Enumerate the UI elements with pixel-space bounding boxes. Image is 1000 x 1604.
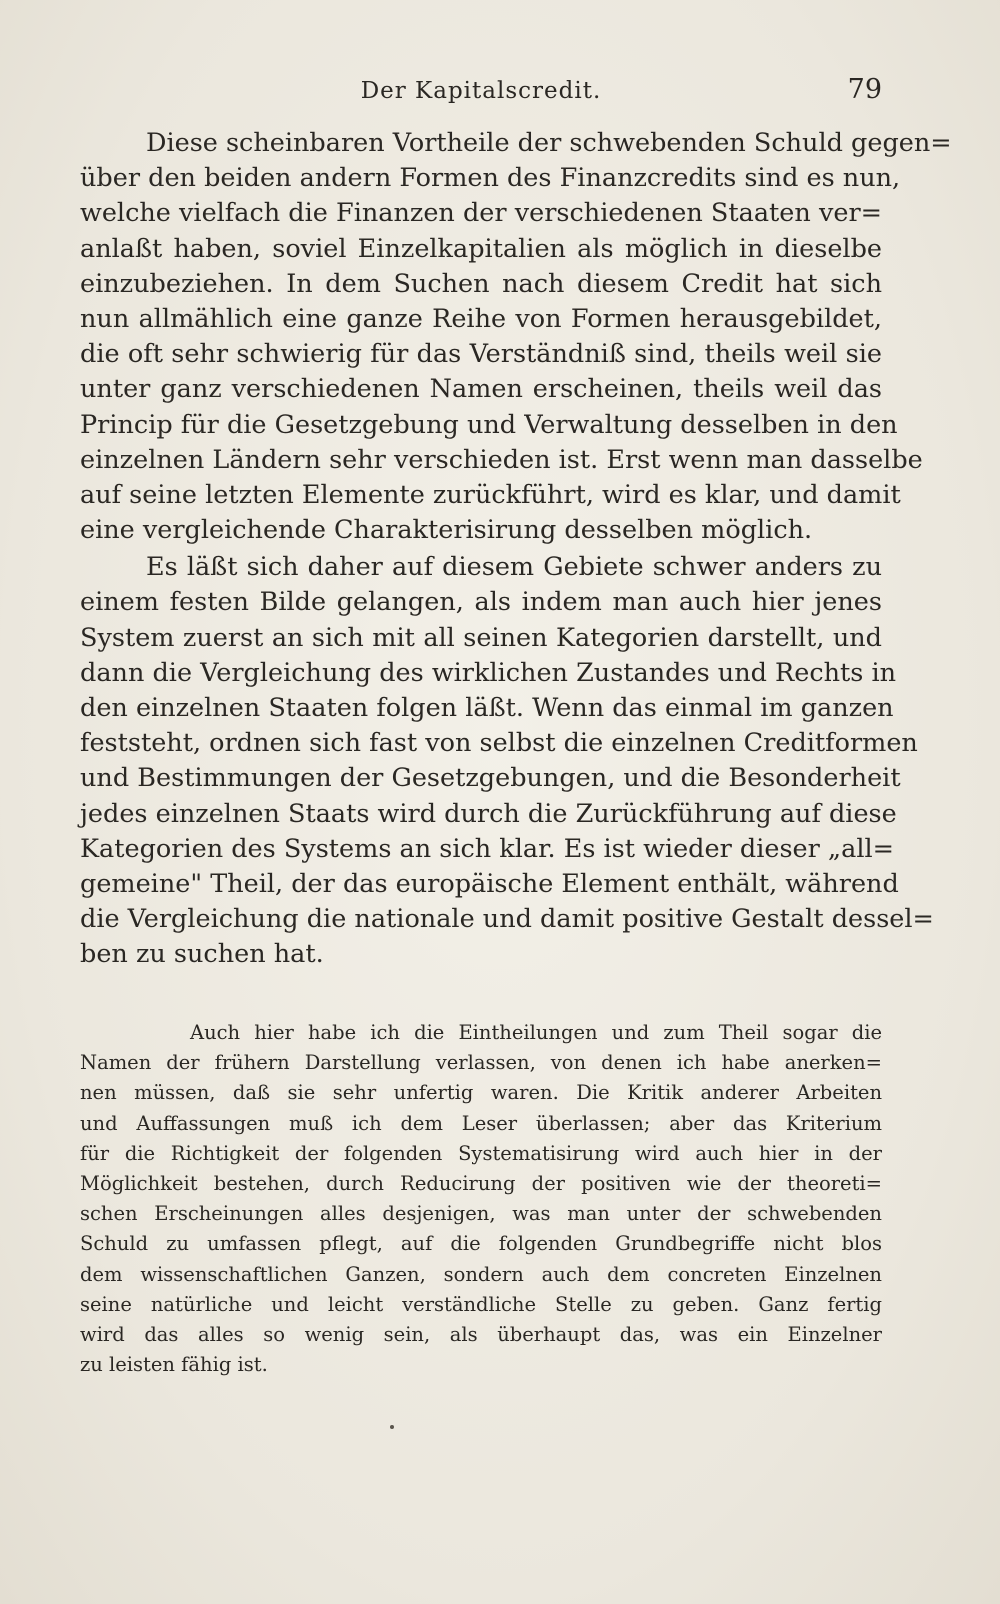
- text-line: anlaßt haben, soviel Einzelkapitalien als möglich in dieselbe: [80, 233, 882, 264]
- text-line: die oft sehr schwierig für das Verständniß sind, theils weil sie: [80, 339, 882, 370]
- text-line: jedes einzelnen Staats wird durch die Zurückführung auf diese: [80, 798, 897, 829]
- ink-speck: [390, 1425, 394, 1429]
- main-text: [80, 126, 952, 973]
- text-line: Es läßt sich daher auf diesem Gebiete schwer anders zu: [146, 552, 882, 583]
- footnote-line: und Auffassungen muß ich dem Leser überlassen; aber das Kriterium: [80, 1111, 882, 1135]
- text-line: die Vergleichung die nationale und damit positive Gestalt dessel=: [80, 904, 934, 935]
- footnote-line: schen Erscheinungen alles desjenigen, was man unter der schwebenden: [80, 1202, 882, 1226]
- text-line: feststeht, ordnen sich fast von selbst die einzelnen Creditformen: [80, 728, 918, 759]
- footnote-line: nen müssen, daß sie sehr unfertig waren. Die Kritik anderer Arbeiten: [80, 1081, 882, 1105]
- footnote: [80, 1018, 882, 1380]
- page-header: [80, 74, 882, 114]
- text-line: und Bestimmungen der Gesetzgebungen, und die Besonderheit: [80, 763, 901, 794]
- text-line: System zuerst an sich mit all seinen Kategorien darstellt, und: [80, 622, 882, 653]
- footnote-line: Möglichkeit bestehen, durch Reducirung der positiven wie der theoreti=: [80, 1171, 882, 1195]
- footnote-line: dem wissenschaftlichen Ganzen, sondern auch dem concreten Einzelnen: [80, 1262, 882, 1286]
- text-line: einem festen Bilde gelangen, als indem man auch hier jenes: [80, 587, 882, 618]
- paragraph-2: [80, 550, 934, 972]
- text-line: unter ganz verschiedenen Namen erscheinen, theils weil das: [80, 374, 882, 405]
- text-line: ben zu suchen hat.: [80, 939, 324, 970]
- text-line: Diese scheinbaren Vortheile der schwebenden Schuld gegen=: [146, 128, 952, 158]
- page-number: 79: [847, 74, 882, 105]
- footnote-line: Auch hier habe ich die Eintheilungen und zum Theil sogar die: [190, 1021, 882, 1044]
- text-line: welche vielfach die Finanzen der verschiedenen Staaten ver=: [80, 198, 882, 229]
- footnote-line: seine natürliche und leicht verständliche Stelle zu geben. Ganz fertig: [80, 1292, 882, 1316]
- text-line: einzelnen Ländern sehr verschieden ist. Erst wenn man dasselbe: [80, 444, 923, 475]
- text-line: eine vergleichende Charakterisirung desselben möglich.: [80, 515, 813, 546]
- text-line: gemeine" Theil, der das europäische Element enthält, während: [80, 868, 899, 899]
- text-line: dann die Vergleichung des wirklichen Zustandes und Rechts in: [80, 657, 897, 688]
- text-line: nun allmählich eine ganze Reihe von Formen herausgebildet,: [80, 303, 882, 334]
- text-line: Kategorien des Systems an sich klar. Es ist wieder dieser „all=: [80, 833, 895, 864]
- footnote-line: für die Richtigkeit der folgenden Systematisirung wird auch hier in der: [80, 1141, 882, 1165]
- footnote-line: zu leisten fähig ist.: [80, 1353, 268, 1377]
- running-title: Der Kapitalscredit.: [360, 78, 602, 104]
- footnote-line: Schuld zu umfassen pflegt, auf die folgenden Grundbegriffe nicht blos: [80, 1232, 882, 1256]
- text-line: über den beiden andern Formen des Finanzcredits sind es nun,: [80, 163, 901, 194]
- paragraph-1: [80, 126, 952, 548]
- footnote-line: Namen der frühern Darstellung verlassen, von denen ich habe anerken=: [80, 1051, 882, 1075]
- text-line: einzubeziehen. In dem Suchen nach diesem Credit hat sich: [80, 268, 882, 299]
- text-line: den einzelnen Staaten folgen läßt. Wenn das einmal im ganzen: [80, 693, 894, 723]
- footnote-line: wird das alles so wenig sein, als überhaupt das, was ein Einzelner: [80, 1322, 882, 1346]
- text-line: auf seine letzten Elemente zurückführt, wird es klar, und damit: [80, 479, 901, 510]
- text-line: Princip für die Gesetzgebung und Verwaltung desselben in den: [80, 409, 898, 440]
